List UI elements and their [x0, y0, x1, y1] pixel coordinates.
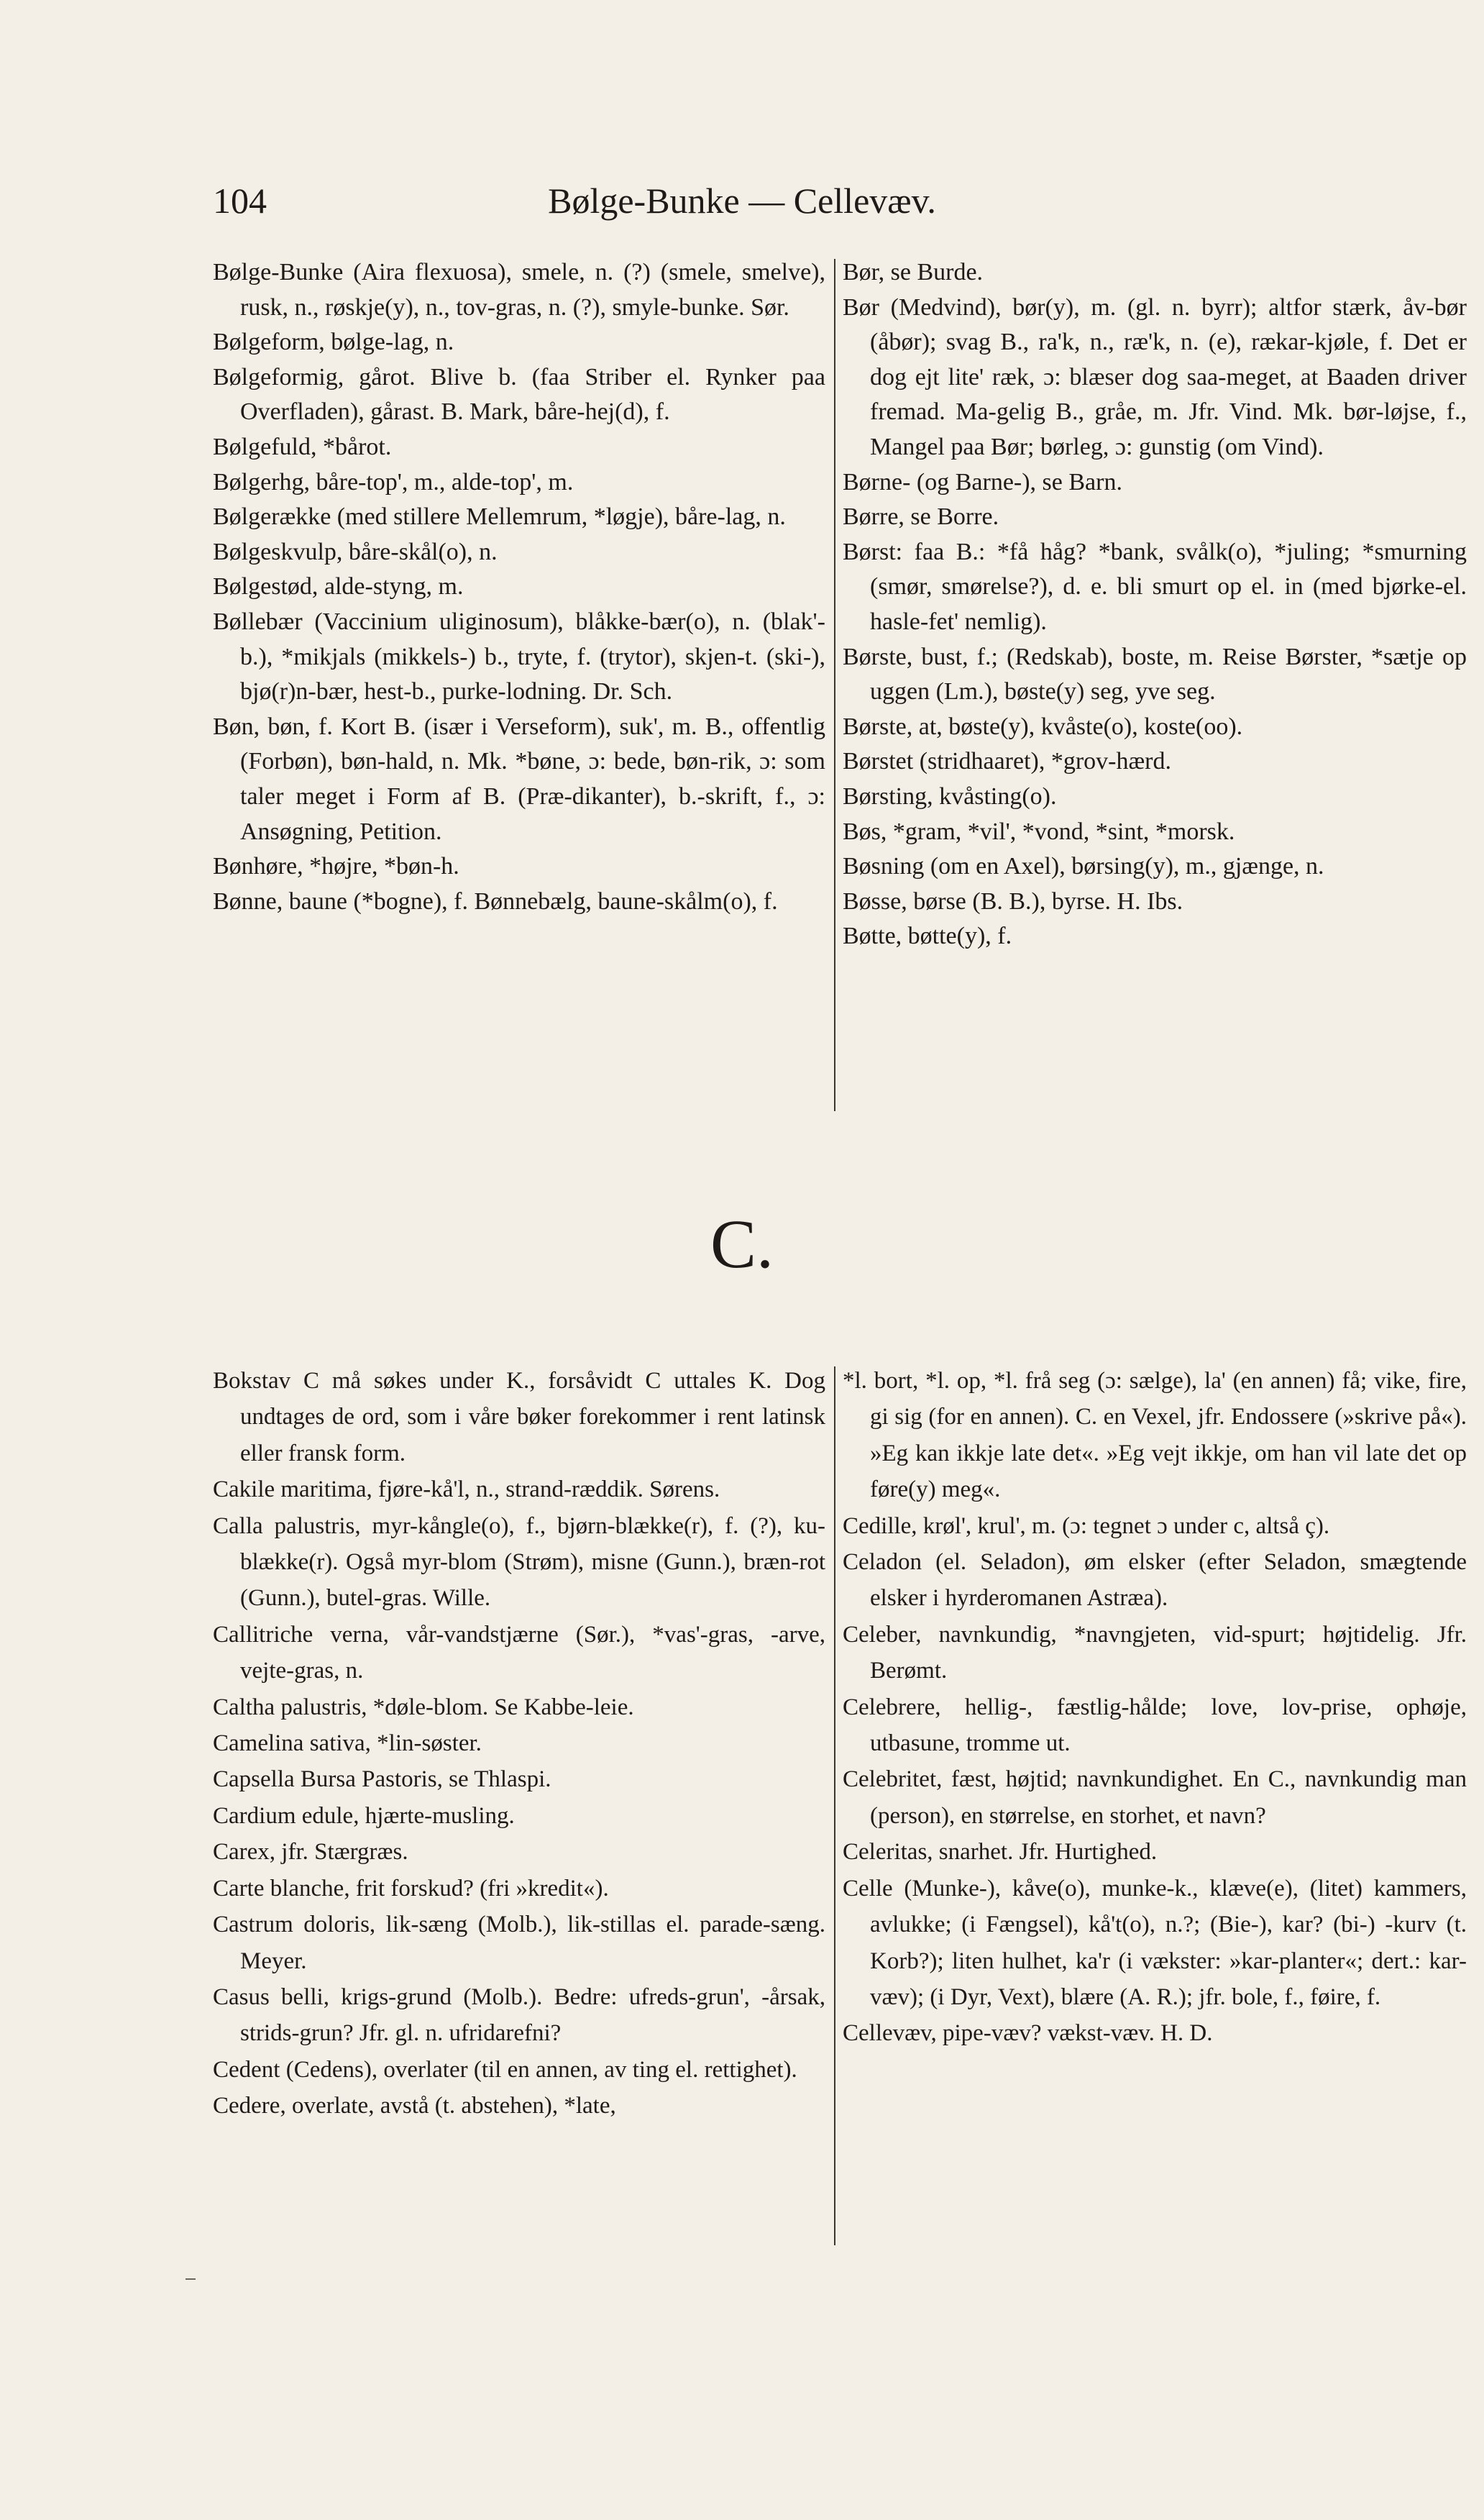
entry: Celebrere, hellig-, fæstlig-hålde; love, lov-prise, ophøje, utbasune, tromme ut. — [843, 1694, 1467, 1757]
entry: Bølgerhg, båre-top', m., alde-top', m. — [213, 468, 574, 496]
entry: Bølgeskvulp, båre-skål(o), n. — [213, 538, 498, 565]
page-number: 104 — [213, 181, 267, 221]
entry: Celadon (el. Seladon), øm elsker (efter Seladon, smægtende elsker i hyrderomanen Astræa). — [843, 1549, 1467, 1612]
entry: Bølgestød, alde-styng, m. — [213, 573, 464, 601]
entry: Cellevæv, pipe-væv? vækst-væv. H. D. — [843, 2020, 1213, 2047]
page-header — [213, 180, 1271, 230]
running-title: Bølge-Bunke — Cellevæv. — [548, 181, 936, 221]
entry: Bør (Medvind), bør(y), m. (gl. n. byrr); altfor stærk, åv-bør (åbør); svag B., ra'k, n., ræ'k, n. (e), rækar-kjøle, f. Det er dog ejt lite' ræk, ɔ: blæser dog saa-meget, at Baaden driver fremad. Ma-gelig B., gråe, m. Jfr. Vind. Mk. bør-løjse, f., Mangel paa Bør; børleg, ɔ: gunstig (om Vind). — [843, 293, 1467, 460]
top-left-column — [213, 255, 825, 919]
entry: Børre, se Borre. — [843, 503, 999, 531]
entry: Caltha palustris, *døle-blom. Se Kabbe-leie. — [213, 1694, 634, 1720]
entry: Bøsse, børse (B. B.), byrse. H. Ibs. — [843, 887, 1183, 915]
entry: Bøtte, bøtte(y), f. — [843, 923, 1012, 950]
entry: Callitriche verna, vår-vandstjærne (Sør.), *vas'-gras, -arve, vejte-gras, n. — [213, 1621, 825, 1684]
entry: Capsella Bursa Pastoris, se Thlaspi. — [213, 1766, 551, 1793]
entry: Børst: faa B.: *få håg? *bank, svålk(o), *juling; *smurning (smør, smørelse?), d. e. bli smurt op el. in (med bjørke-el. hasle-fet' nemlig). — [843, 538, 1467, 635]
entry: Calla palustris, myr-kångle(o), f., bjørn-blække(r), f. (?), ku-blække(r). Også myr-blom (Strøm), misne (Gunn.), bræn-rot (Gunn.), butel-gras. Wille. — [213, 1512, 825, 1612]
entry: Casus belli, krigs-grund (Molb.). Bedre: ufreds-grun', -årsak, strids-grun? Jfr. gl. n. ufridarefni? — [213, 1983, 825, 2047]
bottom-left-column — [213, 1363, 825, 2124]
entry: Cardium edule, hjærte-musling. — [213, 1802, 515, 1829]
entry: Bøs, *gram, *vil', *vond, *sint, *morsk. — [843, 818, 1235, 845]
entry: Bølge-Bunke (Aira flexuosa), smele, n. (?) (smele, smelve), rusk, n., røskje(y), n., tov-gras, n. (?), smyle-bunke. Sør. — [213, 259, 825, 321]
entry: Castrum doloris, lik-sæng (Molb.), lik-stillas el. parade-sæng. Meyer. — [213, 1912, 825, 1974]
entry: *l. bort, *l. op, *l. frå seg (ɔ: sælge), la' (en annen) få; vike, fire, gi sig (for en annen). C. en Vexel, jfr. Endossere (»skrive på«). »Eg kan ikkje late det«. »Eg vejt ikkje, om han vil late det op føre(y) meg«. — [843, 1368, 1467, 1503]
entry: Bøllebær (Vaccinium uliginosum), blåkke-bær(o), n. (blak'-b.), *mikjals (mikkels-) b., tryte, f. (trytor), skjen-t. (ski-), bjø(r)n-bær, hest-b., purke-lodning. Dr. Sch. — [213, 608, 825, 706]
entry: Bølgeformig, gårot. Blive b. (faa Striber el. Rynker paa Overfladen), gårast. B. Mark, båre-hej(d), f. — [213, 363, 825, 426]
entry: Carex, jfr. Stærgræs. — [213, 1839, 408, 1866]
column-divider — [834, 1366, 835, 2245]
entry: Bokstav C må søkes under K., forsåvidt C uttales K. Dog undtages de ord, som i våre bøker forekommer i rent latinsk eller fransk form. — [213, 1368, 825, 1466]
entry: Bølgeform, bølge-lag, n. — [213, 329, 454, 356]
section-heading: C. — [710, 1205, 774, 1282]
entry: Børne- (og Barne-), se Barn. — [843, 468, 1122, 496]
entry: Cedent (Cedens), overlater (til en annen, av ting el. rettighet). — [213, 2056, 797, 2083]
entry: Børste, bust, f.; (Redskab), boste, m. Reise Børster, *sætje op uggen (Lm.), bøste(y) seg, yve seg. — [843, 643, 1467, 706]
entry: Celebritet, fæst, højtid; navnkundighet. En C., navnkundig man (person), en størrelse, en storhet, et navn? — [843, 1766, 1467, 1829]
entry: Bøn, bøn, f. Kort B. (især i Verseform), suk', m. B., offentlig (Forbøn), bøn-hald, n. Mk. *bøne, ɔ: bede, bøn-rik, ɔ: som taler meget i Form af B. (Præ-dikanter), b.-skrift, f., ɔ: Ansøgning, Petition. — [213, 713, 825, 845]
entry: Celle (Munke-), kåve(o), munke-k., klæve(e), (litet) kammers, avlukke; (i Fængsel), kå't(o), n.?; (Bie-), kar? (bi-) -kurv (t. Korb?); liten hulhet, ka'r (i vækster: »kar-planter«; dert.: kar-væv); (i Dyr, Vext), blære (A. R.); jfr. bole, f., føire, f. — [843, 1875, 1467, 2010]
entry: Bøsning (om en Axel), børsing(y), m., gjænge, n. — [843, 853, 1324, 880]
entry: Børste, at, bøste(y), kvåste(o), koste(oo). — [843, 713, 1243, 740]
entry: Børstet (stridhaaret), *grov-hærd. — [843, 748, 1171, 775]
entry: Bølgefuld, *bårot. — [213, 433, 392, 460]
margin-mark — [186, 2278, 196, 2280]
entry: Bølgerække (med stillere Mellemrum, *løgje), båre-lag, n. — [213, 503, 786, 531]
entry: Celeritas, snarhet. Jfr. Hurtighed. — [843, 1839, 1158, 1866]
entry: Børsting, kvåsting(o). — [843, 782, 1057, 810]
entry: Cakile maritima, fjøre-kå'l, n., strand-ræddik. Sørens. — [213, 1476, 720, 1503]
entry: Cedere, overlate, avstå (t. abstehen), *late, — [213, 2093, 616, 2119]
bottom-right-column — [843, 1363, 1467, 2052]
entry: Carte blanche, frit forskud? (fri »kredit«). — [213, 1875, 609, 1902]
entry: Bør, se Burde. — [843, 259, 984, 286]
top-right-column — [843, 255, 1467, 954]
column-divider — [834, 259, 835, 1111]
entry: Bønne, baune (*bogne), f. Bønnebælg, baune-skålm(o), f. — [213, 887, 778, 915]
entry: Bønhøre, *højre, *bøn-h. — [213, 853, 459, 880]
entry: Celeber, navnkundig, *navngjeten, vid-spurt; højtidelig. Jfr. Berømt. — [843, 1621, 1467, 1684]
entry: Cedille, krøl', krul', m. (ɔ: tegnet ɔ under c, altså ç). — [843, 1512, 1330, 1539]
entry: Camelina sativa, *lin-søster. — [213, 1730, 482, 1757]
